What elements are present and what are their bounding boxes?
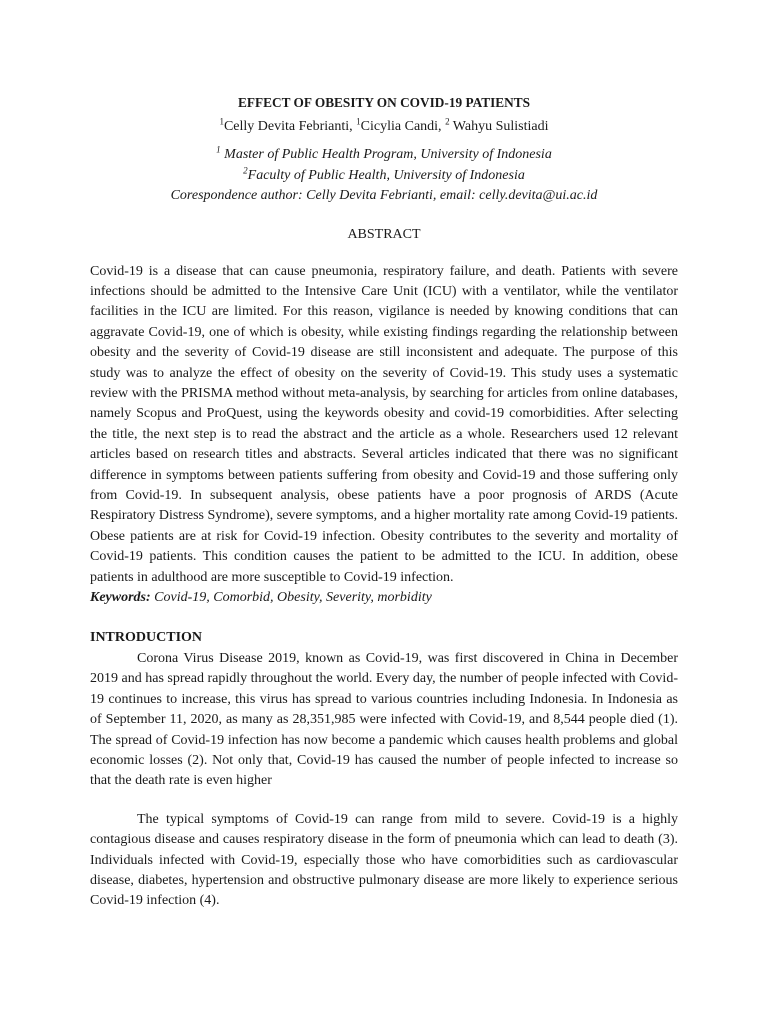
- abstract-heading: ABSTRACT: [347, 226, 421, 242]
- author-2-affiliation-mark: 1: [356, 116, 361, 127]
- intro-paragraph-2: The typical symptoms of Covid-19 can range from mild to severe. Covid-19 is a highly contagious disease and causes respiratory disease in the form of pneumonia which can lead to death (3). Individuals infected with Covid-19, especially those who have comorbidities such as cardiovascular disease, diabetes, hypertension and obstructive pulmonary disease are more likely to experience serious Covid-19 infection (4).: [90, 811, 678, 909]
- abstract-text: Covid-19 is a disease that can cause pneumonia, respiratory failure, and death. Patients with severe infections should be admitted to the Intensive Care Unit (ICU) with a ventilator, while the ventilator facilities in the ICU are limited. For this reason, vigilance is needed by knowing conditions that can aggravate Covid-19, one of which is obesity, while existing findings regarding the relationship between obesity and the severity of Covid-19 disease are still inconsistent and adequate. The purpose of this study was to analyze the effect of obesity on the severity of Covid-19. This study uses a systematic review with the PRISMA method without meta-analysis, by searching for articles from online databases, namely Scopus and ProQuest, using the keywords obesity and covid-19 comorbidities. After selecting the title, the next step is to read the abstract and the article as a whole. Researchers used 12 relevant articles based on research titles and abstracts. Several articles indicated that there was no significant difference in symptoms between patients suffering from obesity and Covid-19 and those suffering only from Covid-19. In subsequent analysis, obese patients have a poor prognosis of ARDS (Acute Respiratory Distress Syndrome), severe symptoms, and a higher mortality rate among Covid-19 patients. Obese patients are at risk for Covid-19 infection. Obesity contributes to the severity and mortality of Covid-19 patients. This condition causes the patient to be admitted to the ICU. In addition, obese patients in adulthood are more susceptible to Covid-19 infection.: [90, 263, 678, 585]
- paper-title: EFFECT OF OBESITY ON COVID-19 PATIENTS: [238, 95, 530, 110]
- affiliation-2: [90, 166, 678, 187]
- keywords-text: Covid-19, Comorbid, Obesity, Severity, morbidity: [150, 590, 432, 605]
- paragraph-gap: [90, 792, 678, 810]
- author-2-name: Cicylia Candi,: [360, 119, 446, 134]
- affiliation-2-text: Faculty of Public Health, University of Indonesia: [247, 167, 525, 183]
- keywords-line: [90, 588, 678, 608]
- correspondence-line: Corespondence author: Celly Devita Febrianti, email: celly.devita@ui.ac.id: [170, 188, 598, 203]
- affiliation-2-mark: 2: [243, 164, 248, 175]
- author-3-name: Wahyu Sulistiadi: [449, 119, 549, 134]
- affiliation-1-text: Master of Public Health Program, University of Indonesia: [220, 147, 552, 162]
- author-1-affiliation-mark: 1: [219, 116, 224, 127]
- author-list: [90, 117, 678, 137]
- introduction-heading: INTRODUCTION: [90, 630, 203, 645]
- author-3-affiliation-mark: 2: [445, 116, 450, 127]
- intro-paragraph-1: Corona Virus Disease 2019, known as Covid-19, was first discovered in China in December 2019 and has spread rapidly throughout the world. Every day, the number of people infected with Covid-19 continues to increase, this virus has spread to various countries including Indonesia. In Indonesia as of September 11, 2020, as many as 28,351,985 were infected with Covid-19, and 8,544 people died (1). The spread of Covid-19 infection has now become a pandemic which causes health problems and global economic losses (2). Not only that, Covid-19 has caused the number of people infected to increase so that the death rate is even higher: [90, 651, 678, 789]
- keywords-label: Keywords:: [90, 590, 151, 605]
- affiliation-1: [90, 145, 678, 166]
- author-1-name: Celly Devita Febrianti,: [223, 119, 357, 134]
- affiliation-1-mark: 1: [216, 144, 221, 155]
